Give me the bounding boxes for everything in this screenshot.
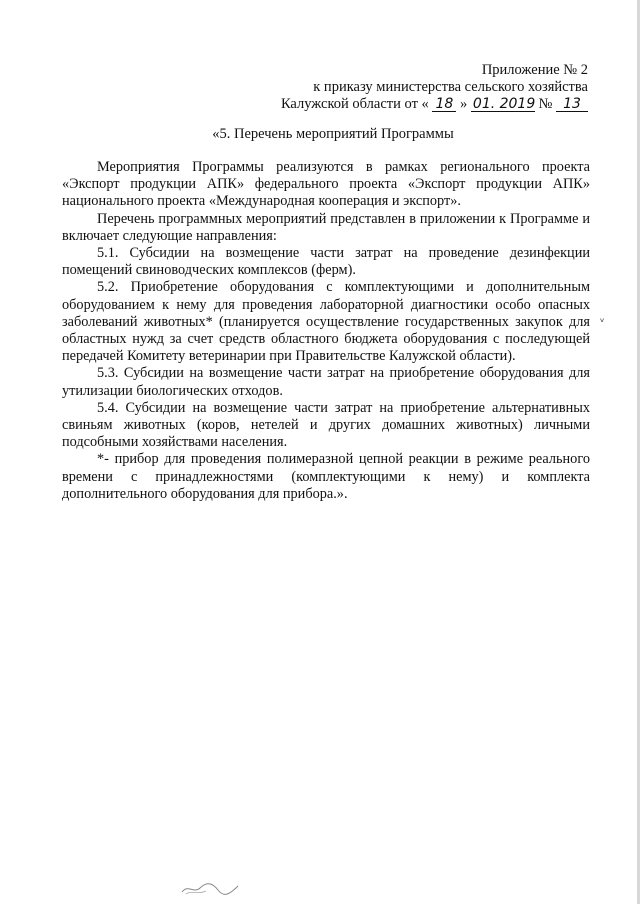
appendix-header [281,62,588,113]
order-day: 18 [432,97,456,112]
document-body [62,159,590,503]
paragraph-list-intro: Перечень программных мероприятий представлен в приложении к Программе и включает следующие направления: [62,210,590,244]
order-reference: к приказу министерства сельского хозяйства [313,79,588,95]
order-date-prefix: Калужской области от « [280,96,429,112]
paragraph-item-5-2: 5.2. Приобретение оборудования с комплектующими и дополнительным оборудованием к нему для проведения лабораторной диагностики особо опасных заболеваний животных* (планируется осуществление государственных закупок для областных нужд за счет средств областного бюджета оборудования с последующей передачей Комитету ветеринарии при Правительстве Калужской области). [62,279,590,365]
paragraph-item-5-1: 5.1. Субсидии на возмещение части затрат на проведение дезинфекции помещений свиноводческих комплексов (ферм). [62,245,590,279]
order-date-close-quote: » [460,96,468,112]
paragraph-item-5-4: 5.4. Субсидии на возмещение части затрат на приобретение альтернативных свиньям животных (коров, нетелей и других домашних животных) личными подсобными хозяйствами населения. [62,399,590,451]
appendix-number: Приложение № 2 [481,62,588,78]
scan-artifact-mark [180,880,240,896]
order-number: 13 [556,97,588,112]
paragraph-intro: Мероприятия Программы реализуются в рамках регионального проекта «Экспорт продукции АПК» федерального проекта «Экспорт продукции АПК» национального проекта «Международная кооперация и экспорт». [62,159,590,210]
section-title: «5. Перечень мероприятий Программы [212,126,454,142]
paragraph-footnote: *- прибор для проведения полимеразной цепной реакции в режиме реального времени с принадлежностями (комплектующими к нему) и комплекта дополнительного оборудования для прибора.». [62,451,590,502]
paragraph-item-5-3: 5.3. Субсидии на возмещение части затрат на приобретение оборудования для утилизации биологических отходов. [62,365,590,399]
margin-check-mark: ᵥ [600,312,605,325]
order-date-line [281,96,588,113]
order-month-year: 01. 2019 [472,96,536,112]
order-number-label: № [538,96,553,112]
